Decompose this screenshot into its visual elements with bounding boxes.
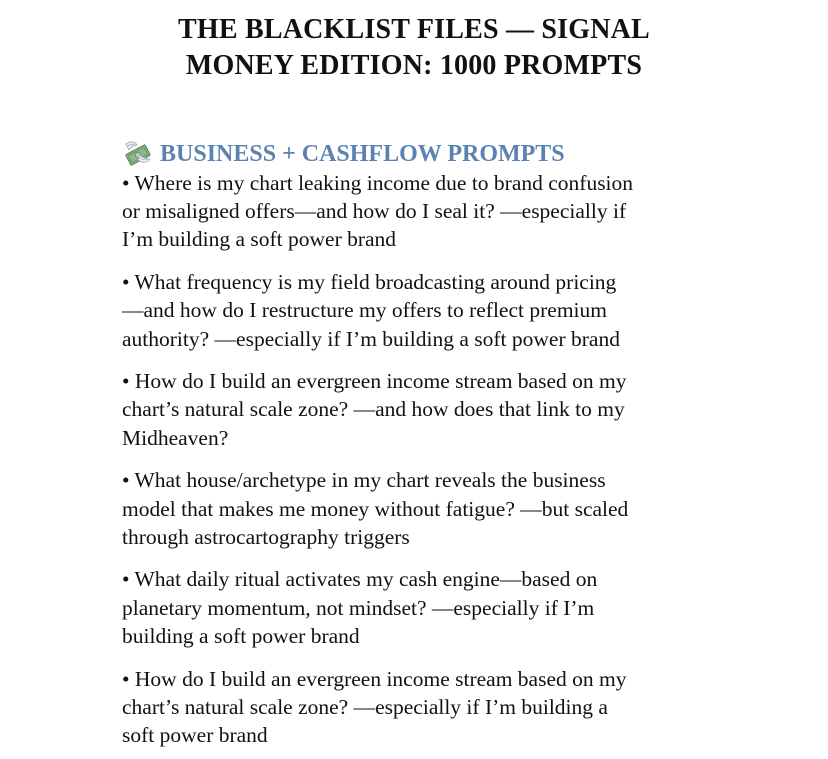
list-item-line: through astrocartography triggers [122,524,410,549]
prompt-list [122,169,722,749]
list-item-line: • How do I build an evergreen income stream based on my [122,666,627,691]
document-title [0,12,828,84]
list-item [122,367,722,452]
document-title-line: MONEY EDITION: 1000 PROMPTS [185,50,643,81]
list-item-line: • How do I build an evergreen income stream based on my [122,369,627,394]
list-item-line: chart’s natural scale zone? —and how does that link to my [122,397,625,422]
list-item-line: Midheaven? [122,425,229,450]
list-item [122,268,722,353]
list-item-line: model that makes me money without fatigue? —but scaled [122,496,629,521]
list-item-line: authority? —especially if I’m building a soft power brand [122,326,620,351]
list-item-line: or misaligned offers—and how do I seal it? —especially if [122,199,627,224]
list-item [122,169,722,254]
business-cashflow-section [122,139,722,749]
list-item-line: • What house/archetype in my chart reveals the business [122,468,606,493]
list-item-line: —and how do I restructure my offers to reflect premium [122,298,607,323]
list-item [122,665,722,750]
list-item-line: • What daily ritual activates my cash engine—based on [122,567,598,592]
list-item-line: • What frequency is my field broadcasting around pricing [122,270,617,295]
document-title-line: THE BLACKLIST FILES — SIGNAL [178,14,650,45]
section-heading-text: BUSINESS + CASHFLOW PROMPTS [160,141,565,167]
list-item [122,466,722,551]
money-with-wings-icon [122,140,152,166]
list-item-line: planetary momentum, not mindset? —especially if I’m [122,595,595,620]
list-item [122,565,722,650]
list-item-line: I’m building a soft power brand [122,227,397,252]
list-item-line: soft power brand [122,722,268,747]
section-heading [122,139,722,169]
list-item-line: chart’s natural scale zone? —especially if I’m building a [122,694,608,719]
list-item-line: building a soft power brand [122,623,360,648]
list-item-line: • Where is my chart leaking income due to brand confusion [122,171,634,195]
